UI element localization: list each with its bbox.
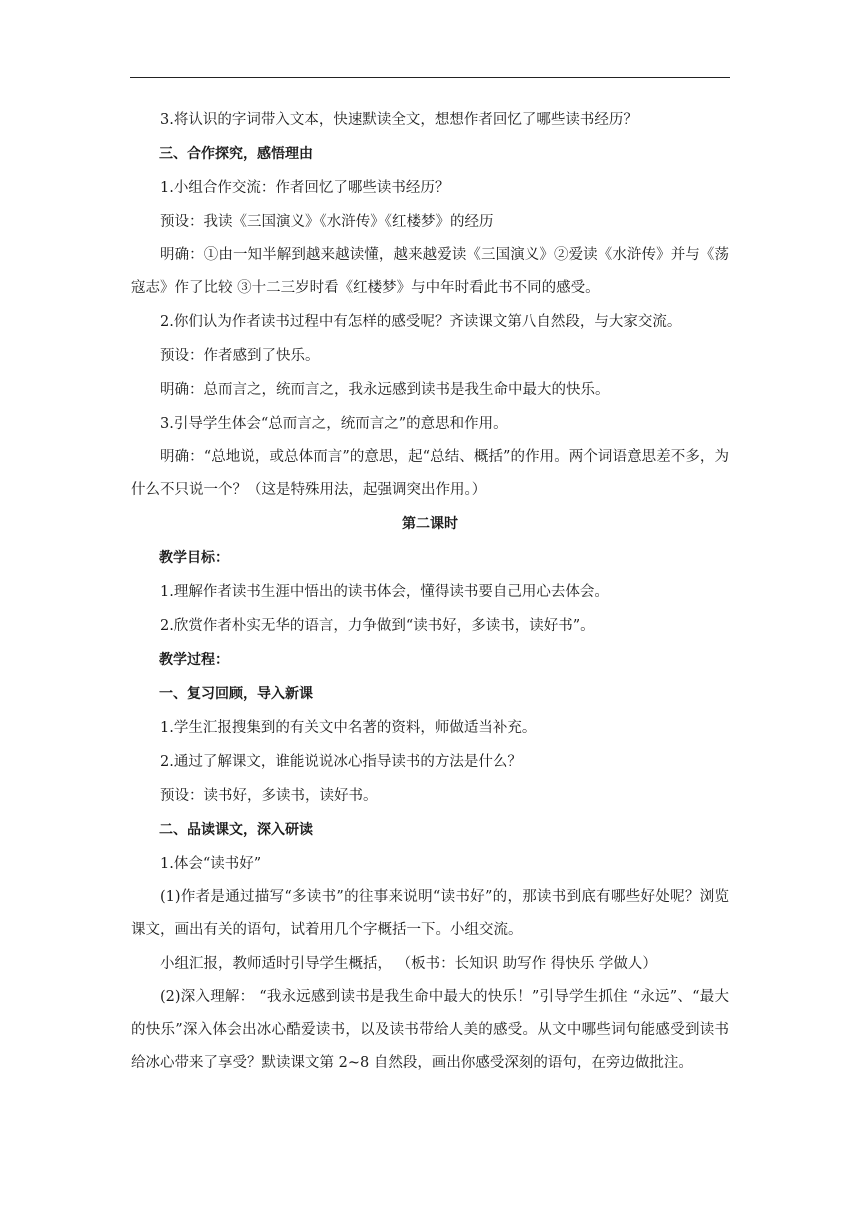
paragraph: (1)作者是通过描写“多读书”的往事来说明“读书好”的，那读书到底有哪些好处呢？浏览课文，画出有关的语句，试着用几个字概括一下。小组交流。 <box>131 889 729 938</box>
section-heading: 教学目标： <box>159 550 229 566</box>
header-rule <box>130 77 730 78</box>
paragraph: 明确：总而言之，统而言之，我永远感到读书是我生命中最大的快乐。 <box>160 382 610 398</box>
paragraph: 1.小组合作交流：作者回忆了哪些读书经历？ <box>160 180 450 196</box>
section-heading: 三、合作探究，感悟理由 <box>159 146 313 162</box>
section-heading: 二、品读课文，深入研读 <box>159 822 313 838</box>
paragraph: 明确：“总地说，或总体而言”的意思，起“总结、概括”的作用。两个词语意思差不多，为什么不只说一个？（这是特殊用法，起强调突出作用。） <box>131 449 729 498</box>
document-body <box>131 103 729 1080</box>
paragraph: 2.你们认为作者读书过程中有怎样的感受呢？齐读课文第八自然段，与大家交流。 <box>160 314 682 330</box>
paragraph: (2)深入理解： “我永远感到读书是我生命中最大的快乐！”引导学生抓住 “永远”、“最大的快乐”深入体会出冰心酷爱读书，以及读书带给人美的感受。从文中哪些词句能感受到读书给冰心带来了享受？默读课文第 2~8 自然段，画出你感受深刻的语句，在旁边做批注。 <box>131 989 729 1071</box>
paragraph: 2.通过了解课文，谁能说说冰心指导读书的方法是什么？ <box>160 754 522 770</box>
paragraph: 3.引导学生体会“总而言之，统而言之”的意思和作用。 <box>160 416 508 432</box>
paragraph: 1.学生汇报搜集到的有关文中名著的资料，师做适当补充。 <box>160 720 537 736</box>
lesson-title: 第二课时 <box>402 516 458 532</box>
paragraph: 预设：我读《三国演义》《水浒传》《红楼梦》的经历 <box>160 214 494 230</box>
paragraph: 3.将认识的字词带入文本，快速默读全文，想想作者回忆了哪些读书经历？ <box>160 112 638 128</box>
section-heading: 教学过程： <box>159 652 229 668</box>
paragraph: 预设：作者感到了快乐。 <box>160 348 320 364</box>
section-heading: 一、复习回顾，导入新课 <box>159 686 313 702</box>
paragraph: 1.理解作者读书生涯中悟出的读书体会，懂得读书要自己用心去体会。 <box>160 584 609 600</box>
paragraph: 2.欣赏作者朴实无华的语言，力争做到“读书好，多读书，读好书”。 <box>160 618 595 634</box>
paragraph: 1.体会“读书好” <box>160 856 262 872</box>
paragraph: 预设：读书好，多读书，读好书。 <box>160 788 378 804</box>
paragraph: 小组汇报，教师适时引导学生概括， （板书：长知识 助写作 得快乐 学做人） <box>160 956 657 972</box>
paragraph: 明确：①由一知半解到越来越读懂，越来越爱读《三国演义》②爱读《水浒传》并与《荡寇志》作了比较 ③十二三岁时看《红楼梦》与中年时看此书不同的感受。 <box>131 247 729 296</box>
